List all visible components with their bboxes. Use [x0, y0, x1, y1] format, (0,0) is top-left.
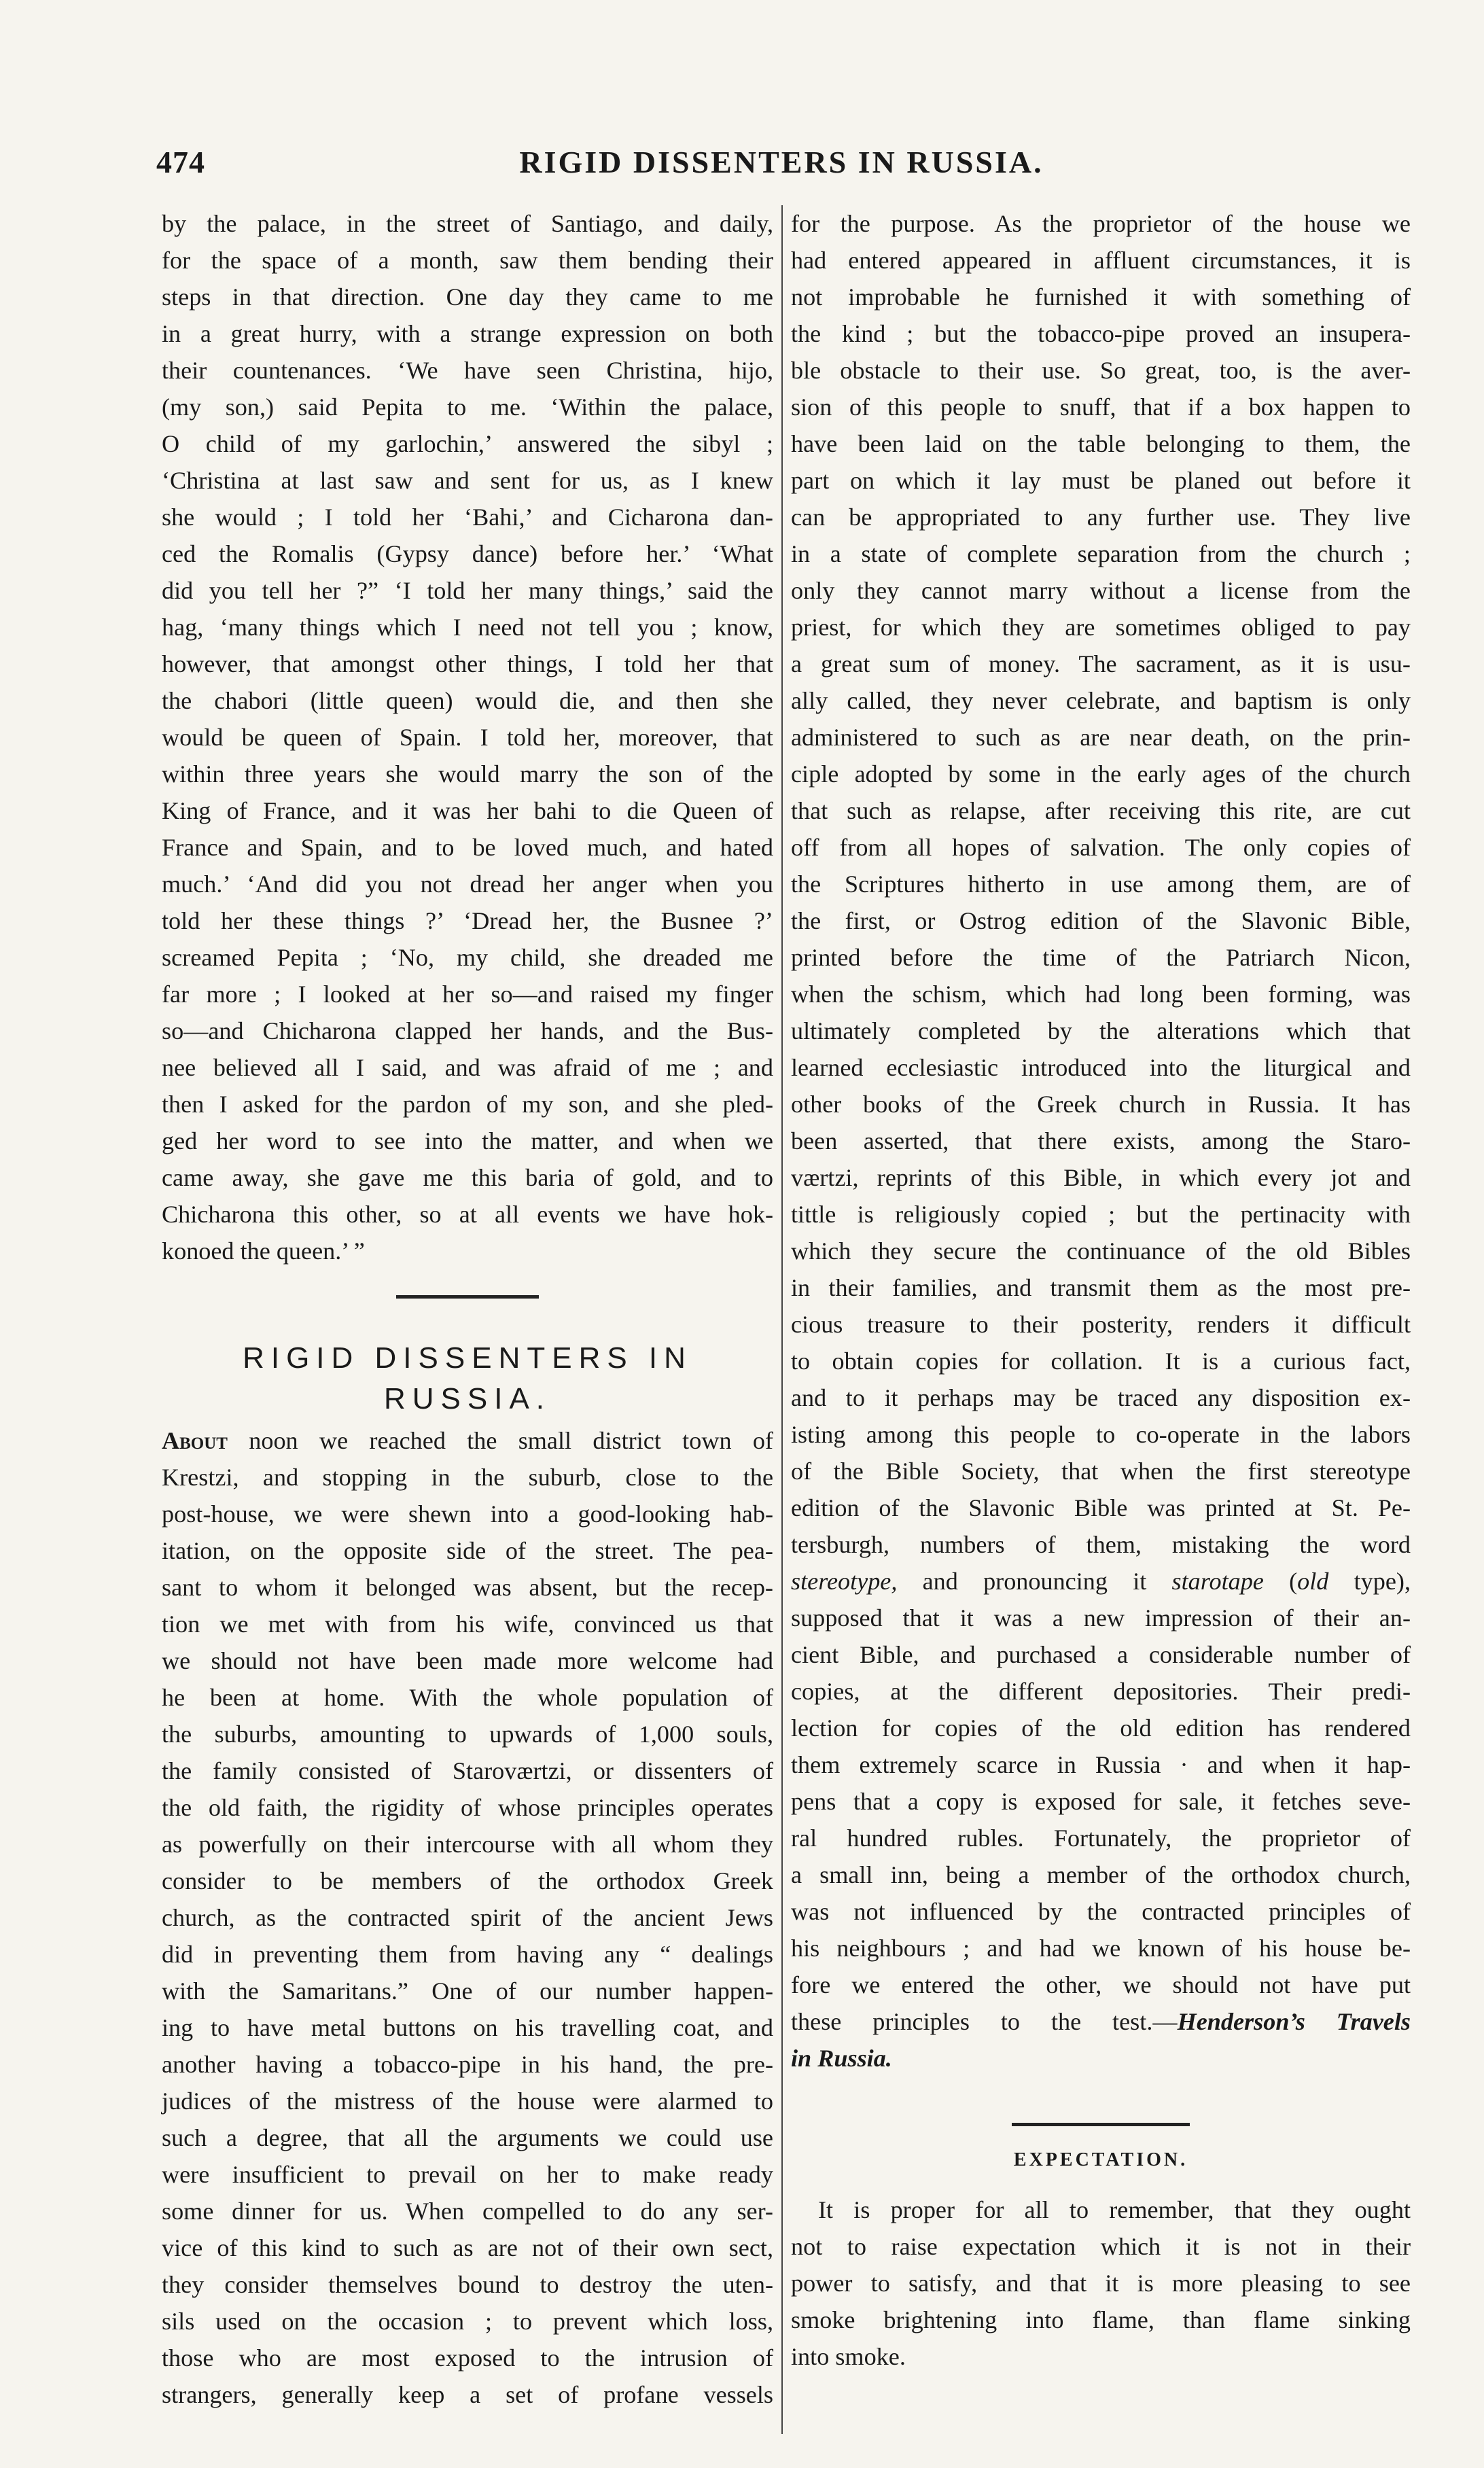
text-line: power to satisfy, and that it is more pleasing to see: [791, 2270, 1411, 2297]
text-fragment: noon we reached the small district town of: [227, 1427, 773, 1454]
text-line: did you tell her ?” ‘I told her many things,’ said the: [162, 577, 773, 604]
text-line: far more ; I looked at her so—and raised my finger: [162, 981, 773, 1008]
text-line: the suburbs, amounting to upwards of 1,000 souls,: [162, 1721, 773, 1748]
text-line: with the Samaritans.” One of our number happen-: [162, 1977, 773, 2005]
expectation-article-body: [791, 2191, 1411, 2375]
text-line: for the purpose. As the proprietor of the house we: [791, 210, 1411, 237]
text-line: the kind ; but the tobacco-pipe proved an insupera-: [791, 320, 1411, 347]
running-title: RIGID DISSENTERS IN RUSSIA.: [519, 145, 1044, 179]
text-line: to obtain copies for collation. It is a curious fact,: [791, 1347, 1411, 1375]
text-line: their countenances. ‘We have seen Christina, hijo,: [162, 357, 773, 384]
text-fragment: and pronouncing it: [897, 1568, 1172, 1595]
text-line: and to it perhaps may be traced any disposition ex-: [791, 1384, 1411, 1411]
text-line: smoke brightening into flame, than flame sinking: [791, 2306, 1411, 2333]
text-line: then I asked for the pardon of my son, and she pled-: [162, 1091, 773, 1118]
text-line: them extremely scarce in Russia · and when it hap-: [791, 1751, 1411, 1778]
text-line: ing to have metal buttons on his travelling coat, and: [162, 2014, 773, 2041]
italic-word: old: [1297, 1568, 1329, 1595]
text-line: ciple adopted by some in the early ages of the church: [791, 760, 1411, 788]
attribution-line: in Russia.: [791, 2045, 892, 2072]
text-line: so—and Chicharona clapped her hands, and the Bus-: [162, 1017, 773, 1044]
text-line: which they secure the continuance of the old Bibles: [791, 1237, 1411, 1265]
gypsy-article-continuation: [162, 205, 773, 1269]
text-line: judices of the mistress of the house were alarmed to: [162, 2087, 773, 2115]
text-line: tersburgh, numbers of them, mistaking the word: [791, 1531, 1411, 1558]
text-line: værtzi, reprints of this Bible, in which every jot and: [791, 1164, 1411, 1191]
text-line: tion we met with from his wife, convinced us that: [162, 1610, 773, 1638]
text-line: would be queen of Spain. I told her, moreover, that: [162, 724, 773, 751]
text-line: been asserted, that there exists, among the Staro-: [791, 1127, 1411, 1154]
text-line: he been at home. With the whole population of: [162, 1684, 773, 1711]
dissenters-article-end: [791, 1600, 1411, 2003]
text-line: hag, ‘many things which I need not tell you ; know,: [162, 614, 773, 641]
text-line: stereotype, and pronouncing it starotape (old type),: [791, 1568, 1411, 1595]
text-line: in a great hurry, with a strange expression on both: [162, 320, 773, 347]
right-column: [791, 205, 1411, 2375]
text-line: steps in that direction. One day they came to me: [162, 283, 773, 311]
text-line: only they cannot marry without a license from the: [791, 577, 1411, 604]
attribution: Henderson’s Travels: [1177, 2008, 1411, 2035]
text-line: O child of my garlochin,’ answered the sibyl ;: [162, 430, 773, 457]
text-line: however, that amongst other things, I told her that: [162, 650, 773, 677]
text-line: [162, 1422, 773, 1459]
text-line: other books of the Greek church in Russia. It has: [791, 1091, 1411, 1118]
text-line: for the space of a month, saw them bending their: [162, 247, 773, 274]
italic-word: starotape: [1171, 1568, 1264, 1595]
text-line: ral hundred rubles. Fortunately, the proprietor of: [791, 1824, 1411, 1852]
text-line: that such as relapse, after receiving this rite, are cut: [791, 797, 1411, 824]
text-line: ‘Christina at last saw and sent for us, as I knew: [162, 467, 773, 494]
text-line: came away, she gave me this baria of gold, and to: [162, 1164, 773, 1191]
text-line: learned ecclesiastic introduced into the liturgical and: [791, 1054, 1411, 1081]
text-line: printed before the time of the Patriarch Nicon,: [791, 944, 1411, 971]
left-column: [162, 205, 773, 2413]
text-line: administered to such as are near death, on the prin-: [791, 724, 1411, 751]
page-header: [156, 144, 1407, 185]
text-line: in a state of complete separation from the church ;: [791, 540, 1411, 567]
text-line: the family consisted of Staroværtzi, or dissenters of: [162, 1757, 773, 1784]
text-line: was not influenced by the contracted principles of: [791, 1898, 1411, 1925]
text-line: lection for copies of the old edition has rendered: [791, 1714, 1411, 1742]
text-line: in their families, and transmit them as the most pre-: [791, 1274, 1411, 1301]
page-number: 474: [156, 145, 205, 179]
text-line: ultimately completed by the alterations which that: [791, 1017, 1411, 1044]
text-line: within three years she would marry the son of the: [162, 760, 773, 788]
text-line: sils used on the occasion ; to prevent which loss,: [162, 2308, 773, 2335]
text-line: the old faith, the rigidity of whose principles operates: [162, 1794, 773, 1821]
text-line: nee believed all I said, and was afraid of me ; and: [162, 1054, 773, 1081]
text-line: isting among this people to co-operate in the labors: [791, 1421, 1411, 1448]
text-line: screamed Pepita ; ‘No, my child, she dreaded me: [162, 944, 773, 971]
text-line: not to raise expectation which it is not in their: [791, 2233, 1411, 2260]
text-line: [791, 2003, 1411, 2040]
text-line: vice of this kind to such as are not of their own sect,: [162, 2234, 773, 2261]
text-line: post-house, we were shewn into a good-looking hab-: [162, 1500, 773, 1528]
text-line: strangers, generally keep a set of profane vessels: [162, 2381, 773, 2408]
lead-word: About: [162, 1427, 228, 1454]
text-line: ble obstacle to their use. So great, too, is the aver-: [791, 357, 1411, 384]
article-title: RIGID DISSENTERS IN RUSSIA.: [243, 1341, 692, 1415]
text-line: (my son,) said Pepita to me. ‘Within the palace,: [162, 393, 773, 421]
text-line: another having a tobacco-pipe in his hand, the pre-: [162, 2051, 773, 2078]
text-line: much.’ ‘And did you not dread her anger when you: [162, 870, 773, 898]
text-line: consider to be members of the orthodox Greek: [162, 1867, 773, 1894]
italic-word: stereotype,: [791, 1568, 898, 1595]
text-line: sion of this people to snuff, that if a box happen to: [791, 393, 1411, 421]
text-fragment: these principles to the test.—: [791, 2008, 1178, 2035]
text-line: the first, or Ostrog edition of the Slavonic Bible,: [791, 907, 1411, 934]
text-line: pens that a copy is exposed for sale, it fetches seve-: [791, 1788, 1411, 1815]
text-line: copies, at the different depositories. Their predi-: [791, 1678, 1411, 1705]
text-line: can be appropriated to any further use. They live: [791, 504, 1411, 531]
text-line: they consider themselves bound to destroy the uten-: [162, 2271, 773, 2298]
text-line: France and Spain, and to be loved much, and hated: [162, 834, 773, 861]
text-line: cient Bible, and purchased a considerable number of: [791, 1641, 1411, 1668]
text-line: part on which it lay must be planed out before it: [791, 467, 1411, 494]
text-line: edition of the Slavonic Bible was printed at St. Pe-: [791, 1494, 1411, 1521]
text-line: we should not have been made more welcome had: [162, 1647, 773, 1674]
text-line: Krestzi, and stopping in the suburb, close to the: [162, 1464, 773, 1491]
expectation-title: EXPECTATION.: [1013, 2149, 1188, 2170]
text-line: such a degree, that all the arguments we could use: [162, 2124, 773, 2151]
dissenters-article-body: [162, 1422, 773, 2413]
text-line: by the palace, in the street of Santiago, and daily,: [162, 210, 773, 237]
text-line: some dinner for us. When compelled to do any ser-: [162, 2198, 773, 2225]
text-line: supposed that it was a new impression of their an-: [791, 1604, 1411, 1632]
text-line: Chicharona this other, so at all events we have hok-: [162, 1201, 773, 1228]
text-line: had entered appeared in affluent circumstances, it is: [791, 247, 1411, 274]
text-line: konoed the queen.’ ”: [162, 1237, 365, 1265]
article-separator-rule: [396, 1295, 539, 1299]
text-line: off from all hopes of salvation. The only copies of: [791, 834, 1411, 861]
text-line: did in preventing them from having any “ dealings: [162, 1941, 773, 1968]
text-line: cious treasure to their posterity, renders it difficult: [791, 1311, 1411, 1338]
text-line: tittle is religiously copied ; but the pertinacity with: [791, 1201, 1411, 1228]
text-line: she would ; I told her ‘Bahi,’ and Cicharona dan-: [162, 504, 773, 531]
text-line: priest, for which they are sometimes obliged to pay: [791, 614, 1411, 641]
text-line: not improbable he furnished it with something of: [791, 283, 1411, 311]
text-fragment: type),: [1328, 1568, 1411, 1595]
text-line: into smoke.: [791, 2343, 906, 2370]
text-line: itation, on the opposite side of the street. The pea-: [162, 1537, 773, 1564]
text-line: told her these things ?’ ‘Dread her, the Busnee ?’: [162, 907, 773, 934]
text-line: fore we entered the other, we should not have put: [791, 1971, 1411, 1998]
text-line: have been laid on the table belonging to them, the: [791, 430, 1411, 457]
text-line: ged her word to see into the matter, and when we: [162, 1127, 773, 1154]
article-separator-rule: [1012, 2123, 1190, 2126]
text-line: his neighbours ; and had we known of his house be-: [791, 1935, 1411, 1962]
text-line: a small inn, being a member of the orthodox church,: [791, 1861, 1411, 1888]
text-line: It is proper for all to remember, that they ought: [818, 2196, 1411, 2223]
dissenters-article-continuation: [791, 205, 1411, 1563]
text-line: as powerfully on their intercourse with all whom they: [162, 1831, 773, 1858]
text-line: ced the Romalis (Gypsy dance) before her.’ ‘What: [162, 540, 773, 567]
column-divider: [781, 205, 783, 2434]
text-line: sant to whom it belonged was absent, but the recep-: [162, 1574, 773, 1601]
text-line: those who are most exposed to the intrusion of: [162, 2344, 773, 2372]
text-line: when the schism, which had long been forming, was: [791, 981, 1411, 1008]
text-line: a great sum of money. The sacrament, as it is usu-: [791, 650, 1411, 677]
text-line: the chabori (little queen) would die, and then she: [162, 687, 773, 714]
text-line: of the Bible Society, that when the first stereotype: [791, 1458, 1411, 1485]
text-line: church, as the contracted spirit of the ancient Jews: [162, 1904, 773, 1931]
text-line: were insufficient to prevail on her to make ready: [162, 2161, 773, 2188]
text-line: the Scriptures hitherto in use among them, are of: [791, 870, 1411, 898]
text-line: ally called, they never celebrate, and baptism is only: [791, 687, 1411, 714]
text-line: King of France, and it was her bahi to die Queen of: [162, 797, 773, 824]
